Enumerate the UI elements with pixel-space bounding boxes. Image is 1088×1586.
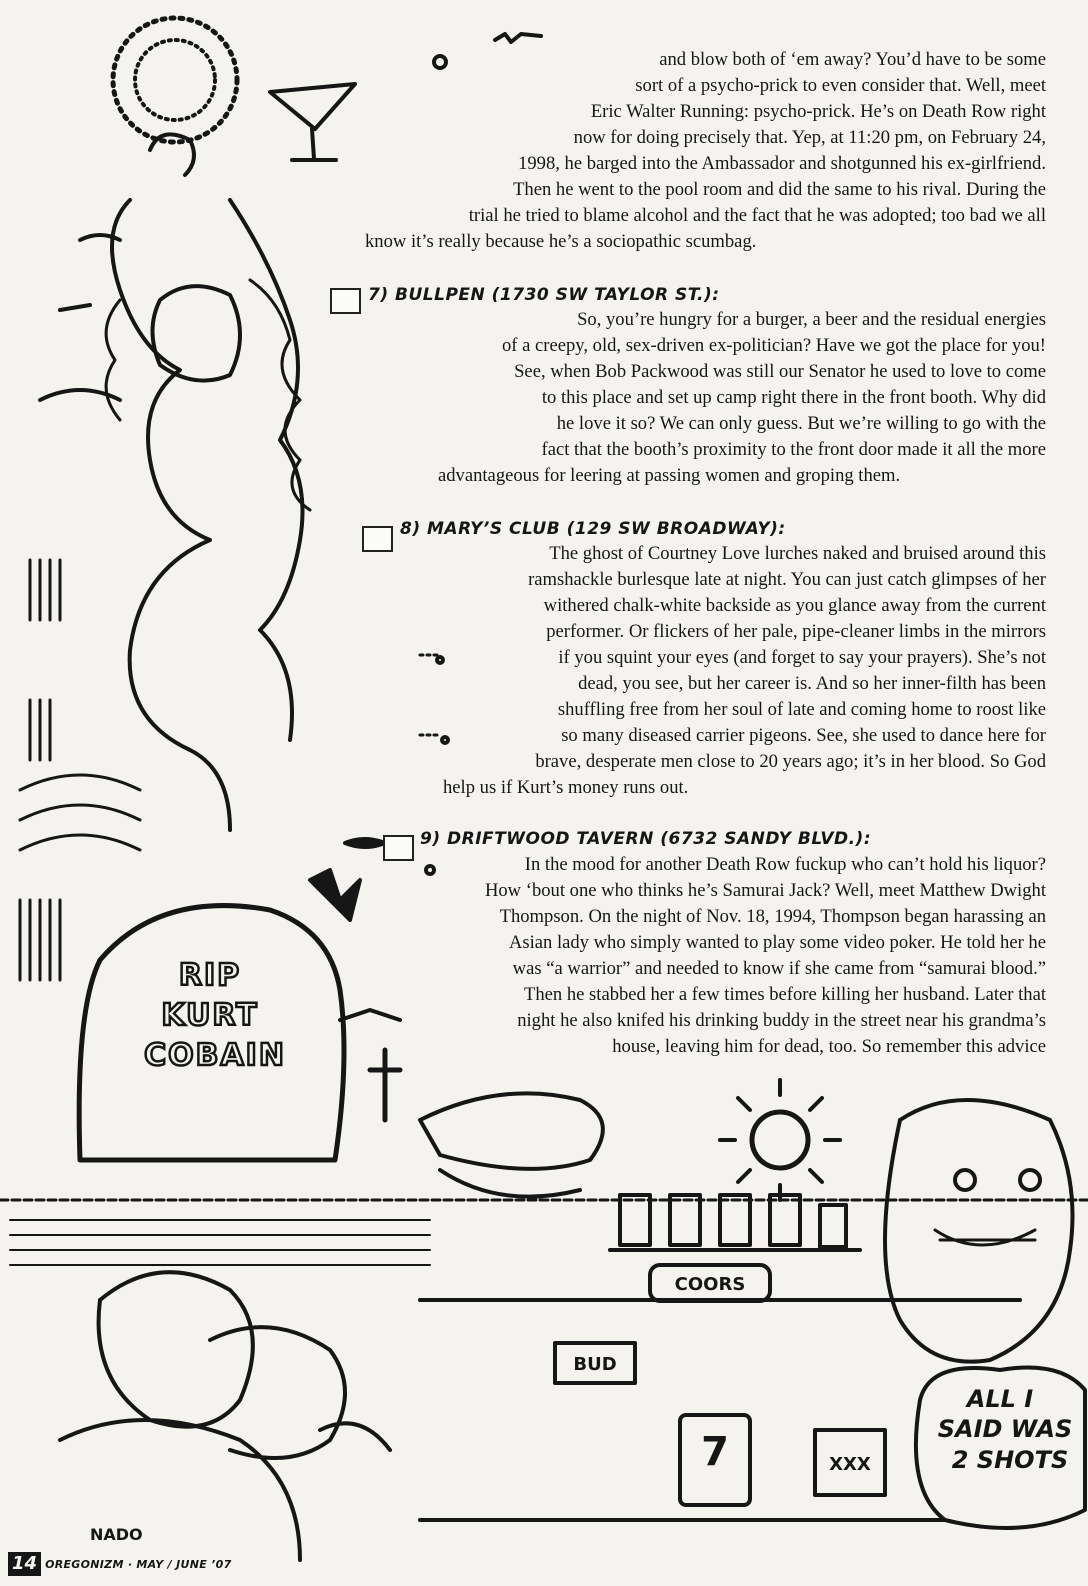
tombstone-line-3: COBAIN (144, 1038, 286, 1073)
text-line: house, leaving him for dead, too. So remember this advice (612, 1036, 1046, 1057)
text-line: sort of a psycho-prick to even consider that. Well, meet (635, 75, 1046, 96)
text-line: ramshackle burlesque late at night. You can just catch glimpses of her (528, 569, 1046, 590)
page-number: 14 (8, 1552, 41, 1576)
text-line: 1998, he barged into the Ambassador and shotgunned his ex-girlfriend. (518, 153, 1046, 174)
bubble-line-1: ALL I (966, 1385, 1034, 1413)
text-line: shuffling free from her soul of late and coming home to roost like (557, 699, 1046, 720)
artist-signature: NADO (90, 1525, 143, 1544)
text-line: was “a warrior” and needed to know if she came from “samurai blood.” (512, 958, 1046, 979)
text-line: trial he tried to blame alcohol and the fact that he was adopted; too bad we all (468, 205, 1046, 226)
text-line: advantageous for leering at passing women and groping them. (438, 465, 901, 486)
heading-driftwood-tavern: 9) DRIFTWOOD TAVERN (6732 SANDY BLVD.): (420, 829, 872, 849)
text-line: fact that the booth’s proximity to the front door made it all the more (541, 439, 1046, 460)
text-line: Then he stabbed her a few times before killing her husband. Later that (524, 984, 1046, 1005)
text-line: In the mood for another Death Row fuckup who can’t hold his liquor? (524, 854, 1046, 875)
checkbox-driftwood-tavern (383, 835, 414, 861)
coors-sign-label: COORS (674, 1274, 746, 1295)
heading-bullpen: 7) BULLPEN (1730 SW TAYLOR ST.): (368, 285, 720, 305)
page-footer (8, 1552, 232, 1576)
text-line: know it’s really because he’s a sociopathic scumbag. (365, 231, 757, 252)
text-line: help us if Kurt’s money runs out. (443, 777, 689, 798)
text-line: So, you’re hungry for a burger, a beer and the residual energies (577, 309, 1046, 330)
text-line: See, when Bob Packwood was still our Senator he used to love to come (514, 361, 1046, 382)
text-line: Then he went to the pool room and did the same to his rival. During the (513, 179, 1046, 200)
bud-sign-label: BUD (573, 1354, 617, 1375)
checkbox-marys-club (362, 526, 393, 552)
tombstone-line-2: KURT (161, 998, 259, 1033)
magazine-issue: OREGONIZM · MAY / JUNE ’07 (45, 1557, 232, 1571)
bubble-line-2: SAID WAS (937, 1415, 1073, 1443)
text-line: brave, desperate men close to 20 years ago; it’s in her blood. So God (535, 751, 1046, 772)
text-line: Eric Walter Running: psycho-prick. He’s on Death Row right (590, 101, 1046, 122)
text-line: performer. Or flickers of her pale, pipe-cleaner limbs in the mirrors (546, 621, 1046, 642)
seven-sign-label: 7 (701, 1429, 729, 1475)
tombstone-line-1: RIP (178, 958, 242, 993)
xxx-sign-label: XXX (829, 1454, 871, 1475)
text-line: Asian lady who simply wanted to play some video poker. He told her he (508, 932, 1046, 953)
text-line: he love it so? We can only guess. But we’re willing to go with the (556, 413, 1046, 434)
text-line: and blow both of ‘em away? You’d have to be some (659, 49, 1046, 70)
text-line: so many diseased carrier pigeons. See, she used to dance here for (561, 725, 1046, 746)
text-line: The ghost of Courtney Love lurches naked and bruised around this (549, 543, 1046, 564)
text-line: if you squint your eyes (and forget to say your prayers). She’s not (558, 647, 1046, 668)
text-line: Thompson. On the night of Nov. 18, 1994, Thompson began harassing an (499, 906, 1046, 927)
heading-marys-club: 8) MARY’S CLUB (129 SW BROADWAY): (400, 519, 786, 539)
checkbox-bullpen (330, 288, 361, 314)
text-line: dead, you see, but her career is. And so her inner-filth has been (578, 673, 1046, 694)
text-line: now for doing precisely that. Yep, at 11:20 pm, on February 24, (573, 127, 1046, 148)
text-line: night he also knifed his drinking buddy in the street near his grandma’s (517, 1010, 1046, 1031)
bubble-line-3: 2 SHOTS (951, 1446, 1069, 1474)
text-line: How ‘bout one who thinks he’s Samurai Jack? Well, meet Matthew Dwight (484, 880, 1046, 901)
text-line: of a creepy, old, sex-driven ex-politician? Have we got the place for you! (502, 335, 1046, 356)
text-line: to this place and set up camp right there in the front booth. Why did (541, 387, 1046, 408)
text-line: withered chalk-white backside as you glance away from the current (543, 595, 1046, 616)
